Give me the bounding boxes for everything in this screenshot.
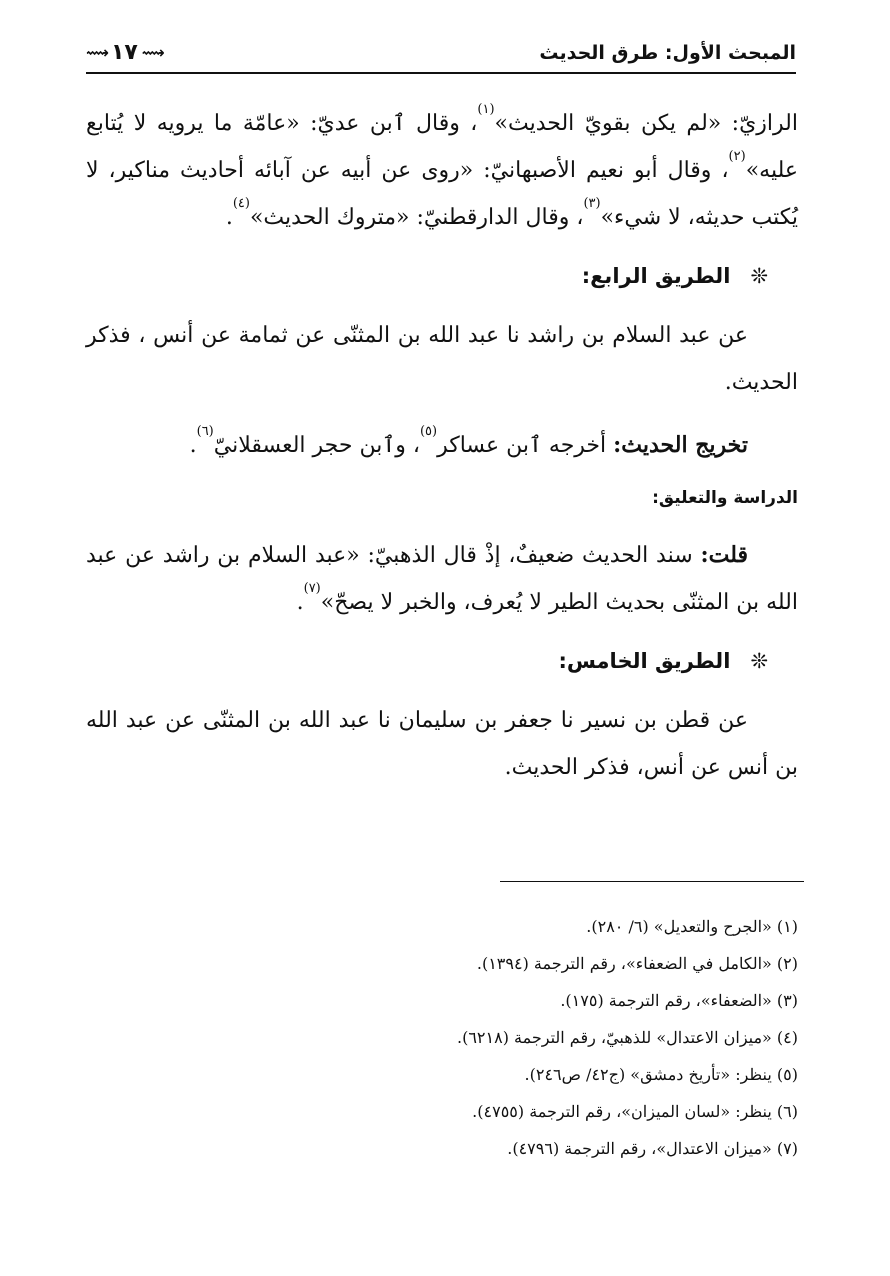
qult-label: قلت: <box>700 542 748 568</box>
footnote: (١) «الجرح والتعديل» (٦/ ٢٨٠). <box>586 917 798 936</box>
heading-text: الطريق الخامس: <box>558 649 731 673</box>
footnote-separator <box>500 881 804 882</box>
paragraph: عن عبد السلام بن راشد نا عبد الله بن المثنّى عن ثمامة عن أنس ، فذكر الحديث. <box>86 323 798 395</box>
footnote-ref: (٤) <box>232 196 250 211</box>
takhrij-label: تخريج الحديث: <box>613 432 748 458</box>
text-run: ، وقال الدارقطنيّ: «متروك الحديث» <box>249 205 584 230</box>
paragraph <box>86 100 798 241</box>
text-run: ، وقال ٱبن عديّ: «عامّة ما يرويه لا يُتابع عليه» <box>86 111 798 183</box>
ornament-icon: ⟿ <box>86 43 107 62</box>
footnote: (٥) ينظر: «تأريخ دمشق» (ج٤٢/ ص٢٤٦). <box>524 1065 798 1084</box>
text-run: أخرجه ٱبن عساكر <box>437 433 614 458</box>
footnote: (٣) «الضعفاء»، رقم الترجمة (١٧٥). <box>560 991 798 1010</box>
text-run: الرازيّ: «لم يكن بقويّ الحديث» <box>494 111 798 136</box>
header-page-number <box>86 40 163 65</box>
footnote: (٧) «ميزان الاعتدال»، رقم الترجمة (٤٧٩٦). <box>507 1139 798 1158</box>
footnote: (٦) ينظر: «لسان الميزان»، رقم الترجمة (٤٧٥٥). <box>472 1102 798 1121</box>
footnote-ref: (٧) <box>303 581 321 596</box>
ornament-icon: ⟿ <box>141 43 163 62</box>
footnote-ref: (٥) <box>419 424 438 439</box>
asterism-icon: ❊ <box>750 649 768 673</box>
footnote-ref: (٣) <box>583 196 601 211</box>
text-run: . <box>189 433 197 458</box>
footnote-ref: (٢) <box>728 149 746 164</box>
footnote-ref: (٦) <box>196 424 214 439</box>
footnote-ref: (١) <box>477 102 495 117</box>
heading-text: الطريق الرابع: <box>581 264 731 288</box>
section-heading <box>86 253 798 300</box>
footnote: (٤) «ميزان الاعتدال» للذهبيّ، رقم الترجمة (٦٢١٨). <box>456 1028 798 1047</box>
text-run: ، وقال أبو نعيم الأصبهانيّ: «روى عن أبيه عن آبائه أحاديث مناكير، لا يُكتب حديثه، لا شيء» <box>86 158 798 230</box>
text-run: سند الحديث ضعيفٌ، إذْ قال الذهبيّ: «عبد السلام بن راشد عن عبد الله بن المثنّى بحديث الطير لا يُعرف، والخبر لا يصحّ» <box>86 543 798 615</box>
paragraph <box>86 532 798 626</box>
running-header <box>86 40 796 74</box>
text-run: . <box>296 590 304 615</box>
main-text <box>86 100 798 791</box>
text-run: ، وٱبن حجر العسقلانيّ <box>213 433 420 458</box>
footnote: (٢) «الكامل في الضعفاء»، رقم الترجمة (١٣٩٤). <box>476 954 798 973</box>
section-heading <box>86 638 798 685</box>
asterism-icon: ❊ <box>750 264 768 288</box>
takhrij-paragraph <box>86 422 798 469</box>
paragraph: عن قطن بن نسير نا جعفر بن سليمان نا عبد الله بن المثنّى عن عبد الله بن أنس عن أنس، فذكر الحديث. <box>86 708 798 780</box>
text-run: . <box>225 205 233 230</box>
footnotes <box>98 908 798 1167</box>
study-heading: الدراسة والتعليق: <box>652 488 798 508</box>
page-number: ١٧ <box>110 40 138 65</box>
header-rule <box>86 72 796 74</box>
header-title: المبحث الأول: طرق الحديث <box>539 42 796 64</box>
